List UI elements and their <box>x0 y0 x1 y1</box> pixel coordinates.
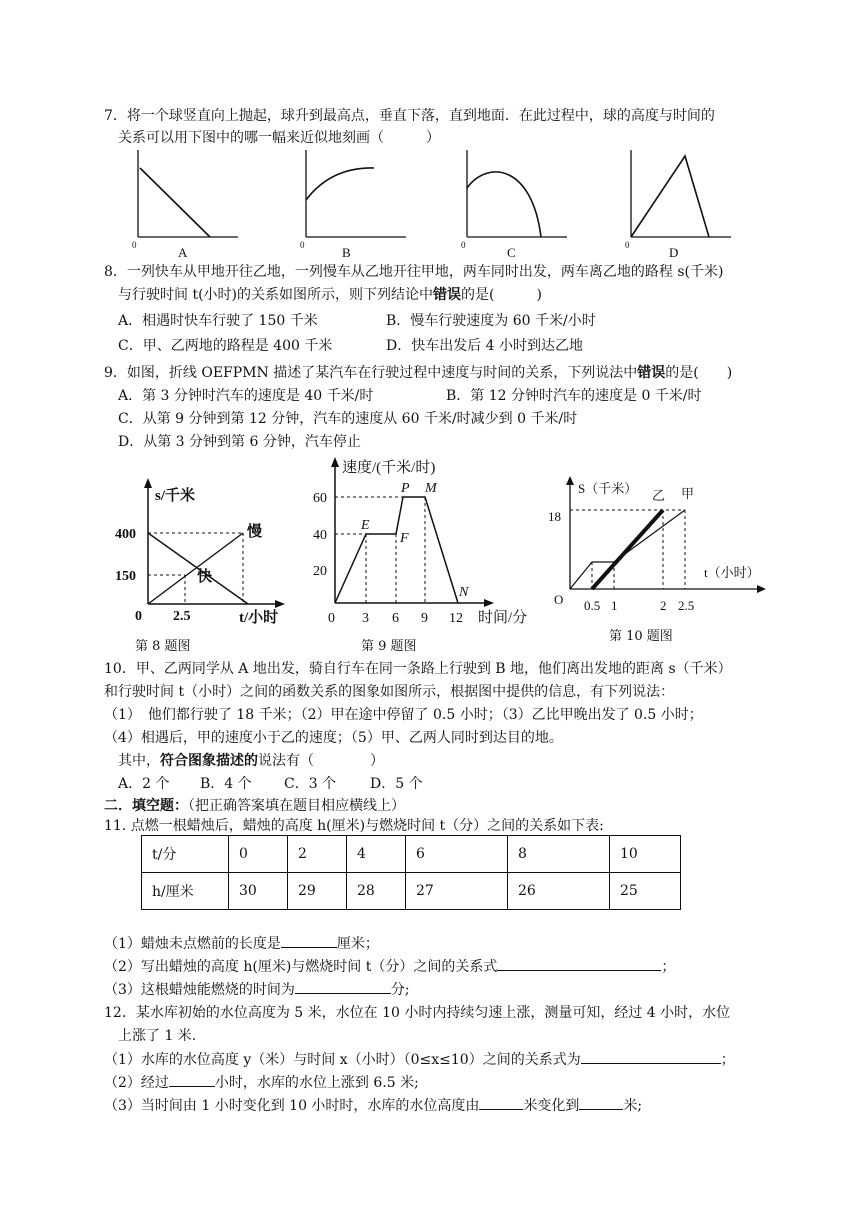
q8-line1: 8．一列快车从甲地开往乙地，一列慢车从乙地开往甲地，两车同时出发，两车离乙地的路程 s(千米) <box>104 264 724 280</box>
fig8-xlabel: t/小时 <box>239 610 279 626</box>
q7-graph-c <box>457 150 567 260</box>
fig9-point-f: F <box>400 531 409 546</box>
table-cell: 27 <box>406 873 508 910</box>
fig9-point-e: E <box>361 518 370 533</box>
fig9-point-p: P <box>401 481 410 496</box>
q11-blank2[interactable] <box>497 956 661 971</box>
q10-option-b: B．4 个 <box>200 776 252 792</box>
q7-graph-b-label: B <box>342 245 351 260</box>
q8-option-b: B．慢车行驶速度为 60 千米/小时 <box>386 313 596 329</box>
table-cell: 25 <box>610 873 681 910</box>
q7-graph-a-label: A <box>178 245 188 260</box>
fig8-ytick-150: 150 <box>115 569 136 584</box>
q7-graph-d <box>621 150 741 260</box>
fig9-xtick-6: 6 <box>392 611 399 626</box>
fig9-xtick-9: 9 <box>421 611 428 626</box>
fig9-graph <box>313 455 533 630</box>
fig10-xtick-2: 2 <box>660 598 667 613</box>
table-row <box>142 836 681 873</box>
table-cell: 30 <box>229 873 288 910</box>
table-cell: h/厘米 <box>142 873 229 910</box>
q11-sub2: （2）写出蜡烛的高度 h(厘米)与燃烧时间 t（分）之间的关系式 ； <box>104 956 675 977</box>
fig9-origin: 0 <box>328 611 335 626</box>
q8-line2: 与行驶时间 t(小时)的关系如图所示，则下列结论中错误的是( ) <box>118 287 542 303</box>
q12-blank2[interactable] <box>169 1072 215 1087</box>
q9-option-d: D．从第 3 分钟到第 6 分钟，汽车停止 <box>118 434 361 450</box>
fig10-yi-line <box>592 510 663 589</box>
fig10-xtick-2.5: 2.5 <box>678 598 695 613</box>
fig10-graph <box>548 476 773 626</box>
q7-graph-c-origin: 0 <box>461 240 466 250</box>
q12-line2: 上涨了 1 米. <box>118 1028 197 1044</box>
table-row <box>142 873 681 910</box>
fig8-origin: 0 <box>135 609 142 624</box>
fig8-graph <box>115 478 285 628</box>
q8-option-a: A．相遇时快车行驶了 150 千米 <box>118 313 318 329</box>
q10-line1: 10．甲、乙两同学从 A 地出发，骑自行车在同一条路上行驶到 B 地，他们离出发地的距离 s（千米） <box>104 661 732 677</box>
q10-line5: 其中，符合图象描述的说法有（ ） <box>118 753 384 769</box>
q11-blank3[interactable] <box>295 979 391 994</box>
fig9-point-n: N <box>459 585 469 600</box>
fig10-ylabel: S（千米） <box>578 481 638 496</box>
fig10-ytick-18: 18 <box>548 509 561 524</box>
table-cell: 10 <box>610 836 681 873</box>
q7-graph-c-label: C <box>507 245 516 260</box>
fig10-caption: 第 10 题图 <box>609 629 673 644</box>
fig8-slow-label: 慢 <box>247 524 263 540</box>
q7-graph-a <box>128 150 238 260</box>
fig10-series-yi: 乙 <box>652 488 666 503</box>
fig9-ytick-40: 40 <box>313 528 327 543</box>
q7-graph-d-label: D <box>669 245 679 260</box>
q7-graph-a-origin: 0 <box>132 240 137 250</box>
fig9-point-m: M <box>425 481 437 496</box>
q9-option-b: B．第 12 分钟时汽车的速度是 0 千米/时 <box>446 388 702 404</box>
q12-blank1[interactable] <box>581 1049 721 1064</box>
q10-option-d: D．5 个 <box>370 776 423 792</box>
table-cell: t/分 <box>142 836 229 873</box>
q10-line2: 和行驶时间 t（小时）之间的函数关系的图象如图所示，根据图中提供的信息，有下列说法： <box>104 684 675 700</box>
q10-option-c: C．3 个 <box>284 776 337 792</box>
q10-option-a: A．2 个 <box>118 776 170 792</box>
q11-sub1: （1）蜡烛未点燃前的长度是 厘米； <box>104 933 379 954</box>
q7-graph-b-origin: 0 <box>300 240 305 250</box>
q12-sub1: （1）水库的水位高度 y（米）与时间 x（小时）（0≤x≤10）之间的关系式为 ； <box>104 1049 735 1070</box>
q9-line1: 9．如图，折线 OEFPMN 描述了某汽车在行驶过程中速度与时间的关系，下列说法中错误的是( ) <box>104 365 733 381</box>
fig9-ytick-20: 20 <box>313 564 327 579</box>
fig9-speed-line <box>335 497 458 603</box>
table-cell: 4 <box>347 836 406 873</box>
fig8-ytick-400: 400 <box>115 527 136 542</box>
q12-blank3[interactable] <box>479 1095 523 1110</box>
section2-heading: 二．填空题：（把正确答案填在题目相应横线上） <box>104 798 405 814</box>
table-cell: 28 <box>347 873 406 910</box>
fig10-xtick-1: 1 <box>611 598 618 613</box>
q11-sub3: （3）这根蜡烛能燃烧的时间为 分; <box>104 979 410 1000</box>
table-cell: 6 <box>406 836 508 873</box>
q10-line3: （1） 他们都行驶了 18 千米；（2）甲在途中停留了 0.5 小时；（3）乙比甲晚出发了 0.5 小时； <box>104 707 703 723</box>
fig10-origin: O <box>554 592 564 607</box>
fig9-xtick-3: 3 <box>362 611 369 626</box>
fig8-ylabel: s/千米 <box>155 488 196 504</box>
q10-line4: （4）相遇后，甲的速度小于乙的速度；（5）甲、乙两人同时到达目的地。 <box>104 730 563 746</box>
fig9-ylabel: 速度/(千米/时) <box>342 460 436 476</box>
q8-option-c: C．甲、乙两地的路程是 400 千米 <box>118 338 333 354</box>
table-cell: 2 <box>288 836 347 873</box>
q7-line2: 关系可以用下图中的哪一幅来近似地刻画（ ） <box>118 130 440 146</box>
fig10-series-jia: 甲 <box>681 486 695 501</box>
fig9-xtick-12: 12 <box>449 611 463 626</box>
q12-line1: 12．某水库初始的水位高度为 5 米，水位在 10 小时内持续匀速上涨，测量可知，经过 4 小时，水位 <box>104 1005 731 1021</box>
fig8-xtick-2.5: 2.5 <box>173 609 191 624</box>
q9-option-c: C．从第 9 分钟到第 12 分钟，汽车的速度从 60 千米/时减少到 0 千米/时 <box>118 411 578 427</box>
q7-graph-d-origin: 0 <box>625 240 630 250</box>
q11-blank1[interactable] <box>281 933 337 948</box>
fig9-ytick-60: 60 <box>313 491 327 506</box>
fig10-xtick-0.5: 0.5 <box>584 598 601 613</box>
q7-graph-b <box>296 150 406 260</box>
q8-option-d: D．快车出发后 4 小时到达乙地 <box>386 338 584 354</box>
fig9-xlabel: 时间/分 <box>478 610 528 626</box>
q12-sub3: （3）当时间由 1 小时变化到 10 小时时，水库的水位高度由 米变化到 米; <box>104 1095 642 1116</box>
table-cell: 29 <box>288 873 347 910</box>
fig8-caption: 第 8 题图 <box>135 639 191 654</box>
q11-line1: 11. 点燃一根蜡烛后，蜡烛的高度 h(厘米)与燃烧时间 t（分）之间的关系如下表: <box>104 818 604 834</box>
fig9-caption: 第 9 题图 <box>361 639 417 654</box>
table-cell: 26 <box>508 873 610 910</box>
q11-table <box>141 835 681 910</box>
fig8-fast-label: 快 <box>197 569 213 585</box>
q7-line1: 7．将一个球竖直向上抛起，球升到最高点，垂直下落，直到地面．在此过程中，球的高度与时间的 <box>104 108 715 124</box>
q12-blank4[interactable] <box>579 1095 623 1110</box>
table-cell: 0 <box>229 836 288 873</box>
q9-option-a: A．第 3 分钟时汽车的速度是 40 千米/时 <box>118 388 374 404</box>
table-cell: 8 <box>508 836 610 873</box>
q12-sub2: （2）经过 小时，水库的水位上涨到 6.5 米; <box>104 1072 419 1093</box>
fig10-xlabel: t（小时） <box>704 565 760 580</box>
